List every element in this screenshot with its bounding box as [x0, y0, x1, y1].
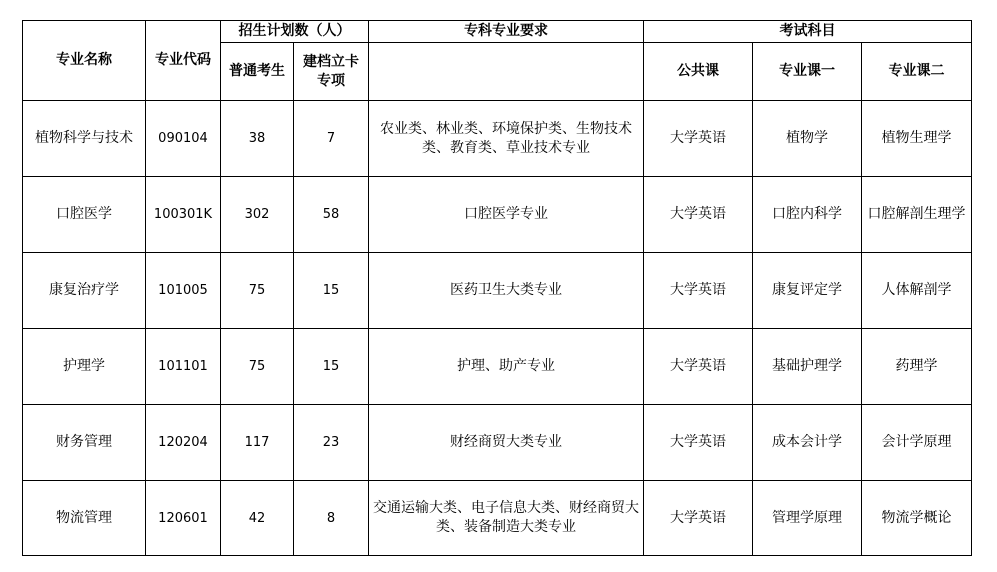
header-public-course: 公共课 [644, 43, 753, 101]
cell-major-name: 植物科学与技术 [23, 101, 146, 177]
cell-major-course-2: 人体解剖学 [862, 253, 972, 329]
cell-special-count: 15 [294, 253, 369, 329]
cell-requirement: 医药卫生大类专业 [369, 253, 644, 329]
header-major-name: 专业名称 [23, 21, 146, 101]
header-major-course-2: 专业课二 [862, 43, 972, 101]
cell-major-course-1: 康复评定学 [753, 253, 862, 329]
header-row-top [23, 21, 972, 43]
header-requirement: 专科专业要求 [369, 21, 644, 43]
cell-public-course: 大学英语 [644, 177, 753, 253]
cell-requirement: 财经商贸大类专业 [369, 405, 644, 481]
cell-public-course: 大学英语 [644, 101, 753, 177]
cell-major-name: 物流管理 [23, 481, 146, 556]
header-special-program: 建档立卡专项 [294, 43, 369, 101]
cell-regular-count: 42 [221, 481, 294, 556]
header-major-code: 专业代码 [146, 21, 221, 101]
cell-requirement: 农业类、林业类、环境保护类、生物技术类、教育类、草业技术专业 [369, 101, 644, 177]
cell-public-course: 大学英语 [644, 481, 753, 556]
cell-requirement: 口腔医学专业 [369, 177, 644, 253]
cell-regular-count: 302 [221, 177, 294, 253]
cell-requirement: 交通运输大类、电子信息大类、财经商贸大类、装备制造大类专业 [369, 481, 644, 556]
cell-major-course-2: 物流学概论 [862, 481, 972, 556]
cell-special-count: 23 [294, 405, 369, 481]
header-requirement-blank [369, 43, 644, 101]
header-exam-group: 考试科目 [644, 21, 972, 43]
cell-special-count: 8 [294, 481, 369, 556]
cell-major-code: 120204 [146, 405, 221, 481]
cell-major-name: 口腔医学 [23, 177, 146, 253]
header-plan-group: 招生计划数（人） [221, 21, 369, 43]
cell-special-count: 7 [294, 101, 369, 177]
cell-major-name: 财务管理 [23, 405, 146, 481]
cell-public-course: 大学英语 [644, 329, 753, 405]
cell-major-course-2: 药理学 [862, 329, 972, 405]
cell-major-code: 100301K [146, 177, 221, 253]
cell-public-course: 大学英语 [644, 405, 753, 481]
table-row [23, 405, 972, 481]
cell-requirement: 护理、助产专业 [369, 329, 644, 405]
cell-major-course-1: 基础护理学 [753, 329, 862, 405]
cell-special-count: 58 [294, 177, 369, 253]
header-major-course-1: 专业课一 [753, 43, 862, 101]
cell-regular-count: 38 [221, 101, 294, 177]
cell-major-course-1: 口腔内科学 [753, 177, 862, 253]
cell-regular-count: 75 [221, 329, 294, 405]
cell-major-course-1: 管理学原理 [753, 481, 862, 556]
cell-major-code: 101005 [146, 253, 221, 329]
cell-major-code: 090104 [146, 101, 221, 177]
header-regular-students: 普通考生 [221, 43, 294, 101]
table-row [23, 177, 972, 253]
cell-major-code: 101101 [146, 329, 221, 405]
table-row [23, 481, 972, 556]
cell-special-count: 15 [294, 329, 369, 405]
cell-public-course: 大学英语 [644, 253, 753, 329]
cell-major-course-1: 植物学 [753, 101, 862, 177]
cell-major-name: 康复治疗学 [23, 253, 146, 329]
cell-major-code: 120601 [146, 481, 221, 556]
table-row [23, 101, 972, 177]
table-row [23, 253, 972, 329]
cell-major-name: 护理学 [23, 329, 146, 405]
cell-regular-count: 75 [221, 253, 294, 329]
table-row [23, 329, 972, 405]
cell-major-course-1: 成本会计学 [753, 405, 862, 481]
cell-major-course-2: 植物生理学 [862, 101, 972, 177]
cell-major-course-2: 口腔解剖生理学 [862, 177, 972, 253]
cell-major-course-2: 会计学原理 [862, 405, 972, 481]
admissions-table [22, 20, 972, 556]
cell-regular-count: 117 [221, 405, 294, 481]
